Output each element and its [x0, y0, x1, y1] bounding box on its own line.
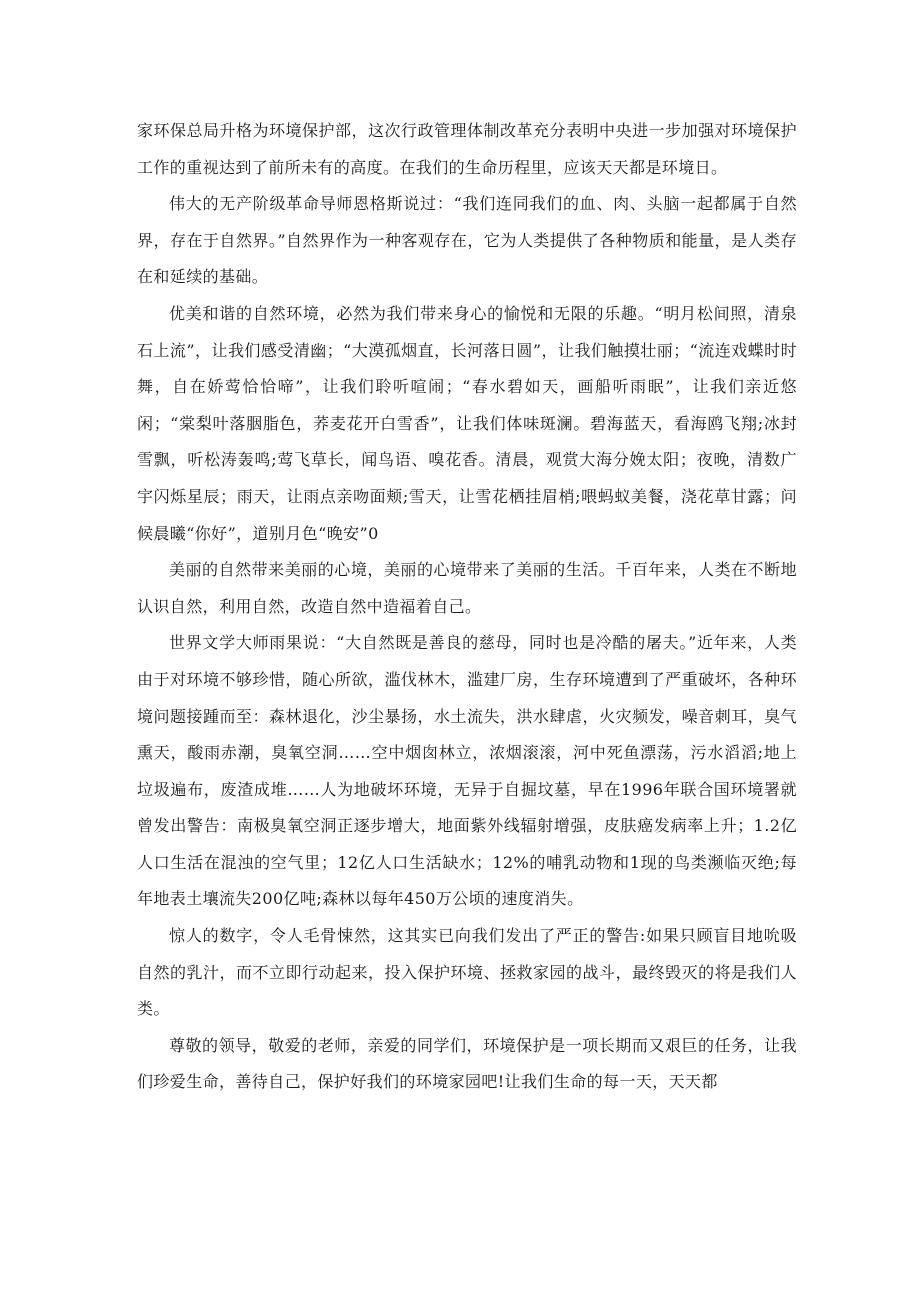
- paragraph-6: 惊人的数字，令人毛骨悚然，这其实已向我们发出了严正的警告:如果只顾盲目地吮吸自然的乳汁，而不立即行动起来，投入保护环境、拯救家园的战斗，最终毁灭的将是我们人类。: [137, 926, 797, 1019]
- paragraph-4: 美丽的自然带来美丽的心境，美丽的心境带来了美丽的生活。千百年来，人类在不断地认识自然，利用自然，改造自然中造福着自己。: [137, 560, 797, 616]
- document-body: [137, 113, 797, 1101]
- paragraph-2: 伟大的无产阶级革命导师恩格斯说过：“我们连同我们的血、肉、头脑一起都属于自然界，存在于自然界。”自然界作为一种客观存在，它为人类提供了各种物质和能量，是人类存在和延续的基础。: [137, 194, 797, 287]
- paragraph-7: 尊敬的领导，敬爱的老师，亲爱的同学们，环境保护是一项长期而又艰巨的任务，让我们珍爱生命，善待自己，保护好我们的环境家园吧!让我们生命的每一天，天天都: [137, 1035, 797, 1092]
- paragraph-5: 世界文学大师雨果说：“大自然既是善良的慈母，同时也是冷酷的屠夫。”近年来，人类由于对环境不够珍惜，随心所欲，滥伐林木，滥建厂房，生存环境遭到了严重破坏，各种环境问题接踵而至：森林退化，沙尘暴扬，水土流失，洪水肆虐，火灾频发，噪音刺耳，臭气熏天，酸雨赤潮，臭氧空洞……空中烟囱林立，浓烟滚滚，河中死鱼漂荡，污水滔滔;地上垃圾遍布，废渣成堆……人为地破坏环境，无异于自掘坟墓，早在1996年联合国环境署就曾发出警告：南极臭氧空洞正逐步增大，地面紫外线辐射增强，皮肤癌发病率上升；1.2亿人口生活在混浊的空气里；12亿人口生活缺水；12%的哺乳动物和1现的鸟类濒临灭绝;每年地表土壤流失200亿吨;森林以每年450万公顷的速度消失。: [137, 633, 797, 909]
- paragraph-1: 家环保总局升格为环境保护部，这次行政管理体制改革充分表明中央进一步加强对环境保护工作的重视达到了前所未有的高度。在我们的生命历程里，应该天天都是环境日。: [137, 121, 797, 177]
- paragraph-3: 优美和谐的自然环境，必然为我们带来身心的愉悦和无限的乐趣。“明月松间照，清泉石上流”，让我们感受清幽；“大漠孤烟直，长河落日圆”，让我们触摸壮丽；“流连戏蝶时时舞，自在娇莺恰恰啼”，让我们聆听喧闹；“春水碧如天，画船听雨眠”，让我们亲近悠闲；“棠梨叶落胭脂色，荞麦花开白雪香”，让我们体味斑澜。碧海蓝天，看海鸥飞翔;冰封雪飘，听松涛轰鸣;莺飞草长，闻鸟语、嗅花香。清晨，观赏大海分娩太阳；夜晚，清数广宇闪烁星辰；雨天，让雨点亲吻面颊;雪天，让雪花栖挂眉梢;喂蚂蚁美餐，浇花草甘露；问候晨曦“你好”，道别月色“晚安”0: [137, 303, 797, 543]
